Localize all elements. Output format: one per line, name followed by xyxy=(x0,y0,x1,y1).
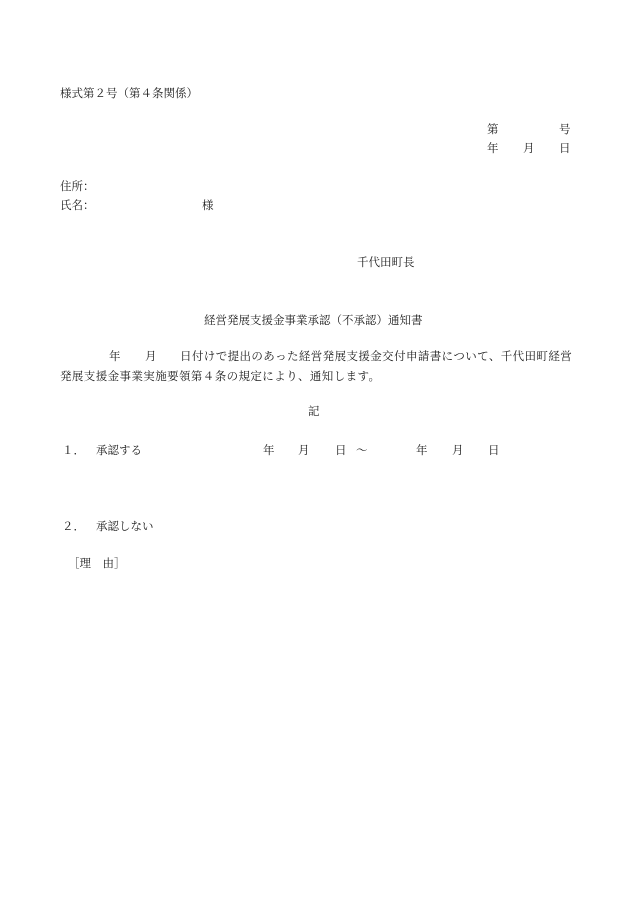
ki-mark: 記 xyxy=(308,404,320,418)
item2-number: ２． xyxy=(62,519,85,533)
number-prefix: 第 xyxy=(487,122,499,136)
honorific: 様 xyxy=(202,198,214,212)
item1-number: １． xyxy=(62,443,85,457)
body-year: 年 xyxy=(109,349,121,363)
item1-from-year: 年 xyxy=(263,443,275,457)
document-title: 経営発展支援金事業承認（不承認）通知書 xyxy=(204,313,423,327)
date-year: 年 xyxy=(487,141,499,155)
name-label: 氏名： xyxy=(60,198,95,212)
item1-to-year: 年 xyxy=(416,443,428,457)
address-label: 住所： xyxy=(60,179,95,193)
reason-label: ［理 由］ xyxy=(68,556,126,570)
date-day: 日 xyxy=(559,141,571,155)
issuer-name: 千代田町長 xyxy=(357,255,415,269)
date-month: 月 xyxy=(523,141,535,155)
item1-label: 承認する xyxy=(96,443,142,457)
item1-from-month: 月 xyxy=(298,443,310,457)
item1-from-day: 日 xyxy=(335,443,347,457)
item1-to-day: 日 xyxy=(488,443,500,457)
body-line2: 発展支援金事業実施要領第４条の規定により、通知します。 xyxy=(60,369,381,383)
form-label: 様式第２号（第４条関係） xyxy=(60,86,198,100)
item2-label: 承認しない xyxy=(96,519,154,533)
item1-to-month: 月 xyxy=(452,443,464,457)
item1-tilde: ～ xyxy=(356,443,368,457)
body-month: 月 xyxy=(145,349,157,363)
body-line1: 日付けで提出のあった経営発展支援金交付申請書について、千代田町経営 xyxy=(180,349,573,363)
number-suffix: 号 xyxy=(559,122,571,136)
